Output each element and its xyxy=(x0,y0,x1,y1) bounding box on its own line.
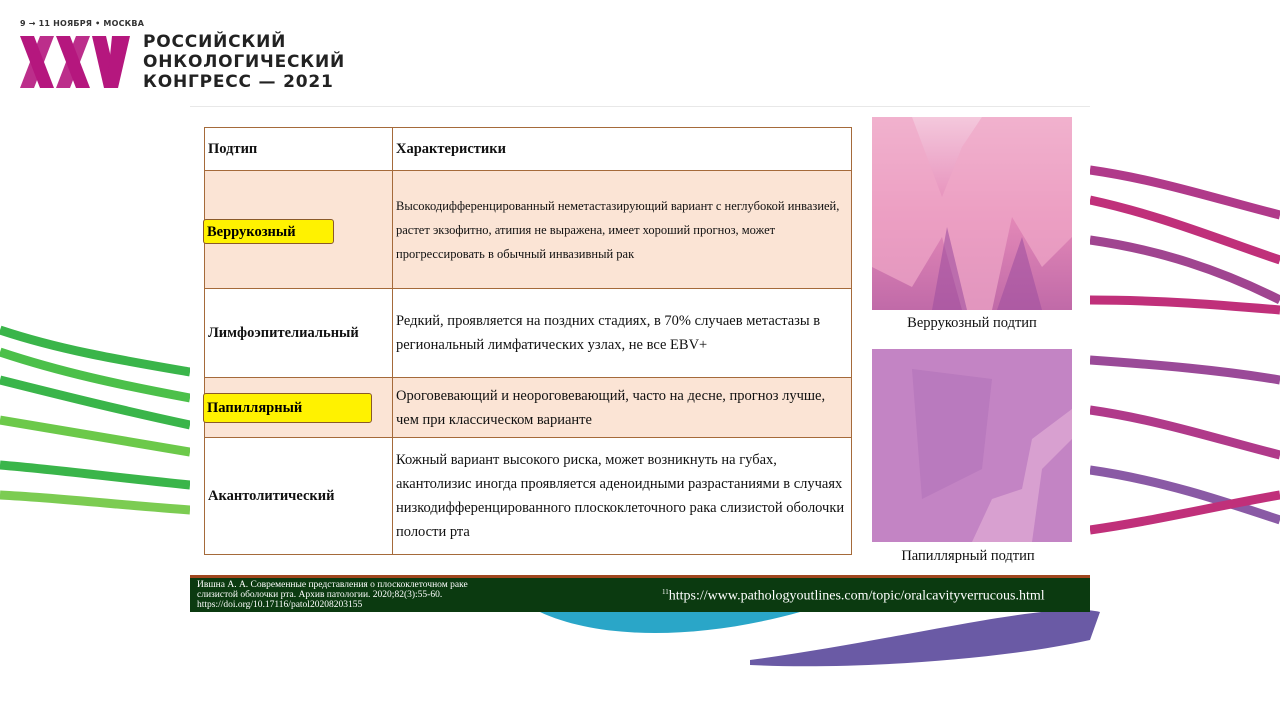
event-date: 9 → 11 НОЯБРЯ • МОСКВА xyxy=(20,19,145,28)
characteristics-cell: Кожный вариант высокого риска, может возникнуть на губах, акантолизис иногда проявляется аденоидными разрастаниями в случаях низкодифференцированного плоскоклеточного рака слизистой оболочки полости рта xyxy=(393,438,852,555)
footnote-marker: 11 xyxy=(662,588,669,596)
congress-logo-xxv xyxy=(20,36,130,88)
header-characteristics: Характеристики xyxy=(393,128,852,171)
verrucous-histology-image xyxy=(872,117,1072,310)
characteristics-cell: Ороговевающий и неороговевающий, часто на десне, прогноз лучше, чем при классическом варианте xyxy=(393,378,852,438)
title-line: КОНГРЕСС — 2021 xyxy=(143,72,334,92)
title-line: РОССИЙСКИЙ xyxy=(143,32,287,52)
image-caption: Веррукозный подтип xyxy=(907,315,1037,331)
subtype-cell: Лимфоэпителиальный xyxy=(205,289,393,378)
table-row xyxy=(205,289,852,378)
table-header-row xyxy=(205,128,852,171)
reference-line: слизистой оболочки рта. Архив патологии. 2020;82(3):55-60. xyxy=(197,590,443,600)
characteristics-cell: Редкий, проявляется на поздних стадиях, в 70% случаев метастазы в региональный лимфатических узлах, не все EBV+ xyxy=(393,289,852,378)
source-url[interactable] xyxy=(662,588,1045,605)
divider xyxy=(190,106,1090,107)
footer-references xyxy=(190,575,1090,612)
highlight-papillary: Папиллярный xyxy=(203,393,372,423)
literature-reference xyxy=(197,580,468,610)
table-row xyxy=(205,438,852,555)
reference-doi-link[interactable]: https://doi.org/10.17116/patol20208203155 xyxy=(197,600,363,610)
highlight-verrucous: Веррукозный xyxy=(203,219,334,244)
header-subtype: Подтип xyxy=(205,128,393,171)
reference-line: Ившна А. А. Современные представления о плоскоклеточном раке xyxy=(197,580,468,590)
subtypes-table xyxy=(204,127,852,555)
subtype-cell: Акантолитический xyxy=(205,438,393,555)
source-url-text[interactable]: https://www.pathologyoutlines.com/topic/oralcavityverrucous.html xyxy=(668,588,1045,604)
title-line: ОНКОЛОГИЧЕСКИЙ xyxy=(143,52,346,72)
papillary-histology-image xyxy=(872,349,1072,542)
characteristics-cell: Высокодифференцированный неметастазирующий вариант с неглубокой инвазией, растет экзофитно, атипия не выражена, имеет хороший прогноз, может прогрессировать в обычный инвазивный рак xyxy=(393,171,852,289)
congress-title xyxy=(143,32,345,92)
image-caption: Папиллярный подтип xyxy=(901,548,1035,564)
